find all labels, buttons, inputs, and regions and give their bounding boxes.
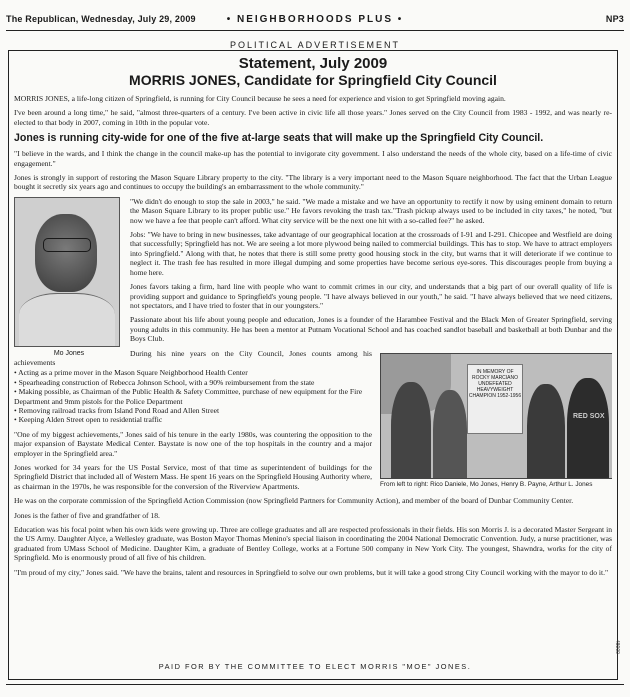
body-paragraph: Jones worked for 34 years for the US Postal Service, most of that time as superintendent of buildings for the Springfield District that included all of Western Mass. He spent 16 years on the Springfield Housing Authority where, as chairman in the 1970s, he was responsible for the conversion of the Riverview Apartments.: [14, 463, 372, 491]
body-paragraph: Education was his focal point when his own kids were growing up. Three are college graduates and all are respected professionals in their fields. His son Morris J. is a decorated Master Sergeant in the US Army. Daughter Alyce, a Wellesley graduate, was Boston Mayor Thomas Menino's special liaison in coordinating the 2004 National Democratic Convention. Judy, a nurse practitioner, was graduated from UMass School of Medicine. Daughter Kim, a graduate of Bentley College, works at a Fortune 500 company in New York City. The youngest, Shawndra, works for the city of Springfield. Mo is enormously proud of all five of his children.: [14, 525, 612, 563]
list-item: • Making possible, as Chairman of the Public Health & Safety Committee, purchase of new equipment for the Fire Department and 9mm pistols for the Police Department: [14, 387, 612, 406]
ad-code: 48000: [614, 640, 620, 654]
intro-paragraph: I've been around a long time," he said, "almost three-quarters of a century. I've been active in civic life all those years." Jones served on the City Council from 1983 - 1992, and was nearly re-elected to that body in 2007, coming in 10th in the popular vote.: [14, 108, 612, 127]
group-figure: [380, 353, 612, 491]
body-paragraph: Jones favors taking a firm, hard line with people who want to commit crimes in our city, and understands that a big part of our overall quality of life is providing support and guidance to Springfield's young people. "I have always believed in our youth," he said. "I have always believed that we need citizens, not spectators, and I have tried to foster that in our youngsters.": [130, 282, 612, 310]
political-ad-banner: POLITICAL ADVERTISEMENT: [229, 40, 401, 50]
body-paragraph: Passionate about his life about young people and education, Jones is a founder of the Harambee Festival and the Black Men of Greater Springfield, serving young adults in this community. He has been a mentor at Putnam Vocational School and has coached sandlot baseball and basketball at both Dunbar and the Boys Club.: [130, 315, 612, 344]
list-item: • Acting as a prime mover in the Mason Square Neighborhood Health Center: [14, 368, 612, 377]
body-paragraph: "I believe in the wards, and I think the change in the council make-up has the potential to invigorate city government. I also understand the needs of the whole city, based on a life-time of civic engagement.": [14, 149, 612, 168]
page-header: [6, 14, 624, 28]
ad-body: [14, 55, 612, 675]
list-item: • Removing railroad tracks from Island Pond Road and Allen Street: [14, 406, 612, 415]
memorial-sign: IN MEMORY OF ROCKY MARCIANO UNDEFEATED HEAVYWEIGHT CHAMPION 1952-1956: [467, 364, 523, 434]
portrait-caption: Mo Jones: [53, 349, 85, 357]
page-number: NP3: [605, 14, 624, 24]
intro-paragraph: MORRIS JONES, a life-long citizen of Springfield, is running for City Council because he sees a need for experience and vision to get Springfield moving again.: [14, 94, 506, 103]
list-item: • Keeping Alden Street open to residential traffic: [14, 415, 612, 424]
cap-logo: RED SOX: [573, 412, 605, 420]
body-paragraph: "One of my biggest achievements," Jones said of his tenure in the early 1980s, was countering the opposition to the major expansion of Baystate Medical Center. Baystate is now one of the top hospitals in the country and a major employer in the Springfield area.": [14, 429, 372, 458]
group-caption: From left to right: Rico Daniele, Mo Jones, Henry B. Payne, Arthur L. Jones: [380, 480, 593, 488]
body-paragraph: "I'm proud of my city," Jones said. "We have the brains, talent and resources in Springfield to solve our own problems, but it will take a good strong City Council working with the mayor to do it.": [14, 567, 609, 577]
body-paragraph: Jones is strongly in support of restoring the Mason Square Library property to the city. "The library is a very important need to the Mason Square neighborhood. The fact that the Urban League bought it secretly six years ago and continues to occupy the building's an embarrassment to the whole community.": [14, 173, 612, 192]
statement-title: Statement, July 2009: [238, 55, 388, 72]
section-name: • NEIGHBORHOODS PLUS •: [226, 14, 404, 25]
body-paragraph: He was on the corporate commission of the Springfield Action Commission (now Springfield Partners for Community Action), and member of the board of Dunbar Community Center.: [14, 496, 574, 506]
main-headline: Jones is running city-wide for one of the five at-large seats that will make up the Springfield City Council.: [14, 132, 544, 145]
body-paragraph: Jones is the father of five and grandfather of 18.: [14, 510, 160, 520]
candidate-title: MORRIS JONES, Candidate for Springfield City Council: [129, 72, 497, 88]
group-photo: [380, 353, 612, 479]
portrait-photo: [14, 197, 120, 347]
body-paragraph: Jobs: "We have to bring in new businesses, take advantage of our geographical location at the crossroads of I-91 and I-291. Chicopee and Westfield are doing that successfully; Springfield has not. We are seeing a lot more plywood being nailed to commercial buildings. This has to stop. We have to attract employers into Springfield." Along with that, he notes that there is still some pretty good housing stock in the city, but warns that it will deteriorate if we continue to neglect it. The trash fee has resulted in more illegal dumping and some properties have become serious eye-sores. This discourages people from buying a home here.: [130, 230, 612, 277]
paid-for-footer: PAID FOR BY THE COMMITTEE TO ELECT MORRIS "MOE" JONES.: [158, 662, 472, 671]
list-item: • Spearheading construction of Rebecca Johnson School, with a 90% reimbursement from the state: [14, 378, 612, 387]
portrait-figure: [14, 197, 124, 357]
achievements-intro: During his nine years on the City Council, Jones counts among his achievements: [14, 348, 372, 367]
bottom-rule: [6, 684, 624, 685]
publication-date: The Republican, Wednesday, July 29, 2009: [6, 14, 196, 24]
header-rule: [6, 30, 624, 31]
body-paragraph: "We didn't do enough to stop the sale in 2003," he said. "We made a mistake and we have an opportunity to rectify it now by using eminent domain to return the Mason Square Library to its proper public use." He favors revoking the trash tax."Trash pickup always used to be included in city taxes," he noted, "but now we have a fee that people can't afford. What city service will be the next one hit with a so-called fee?" he asked.: [130, 196, 612, 225]
